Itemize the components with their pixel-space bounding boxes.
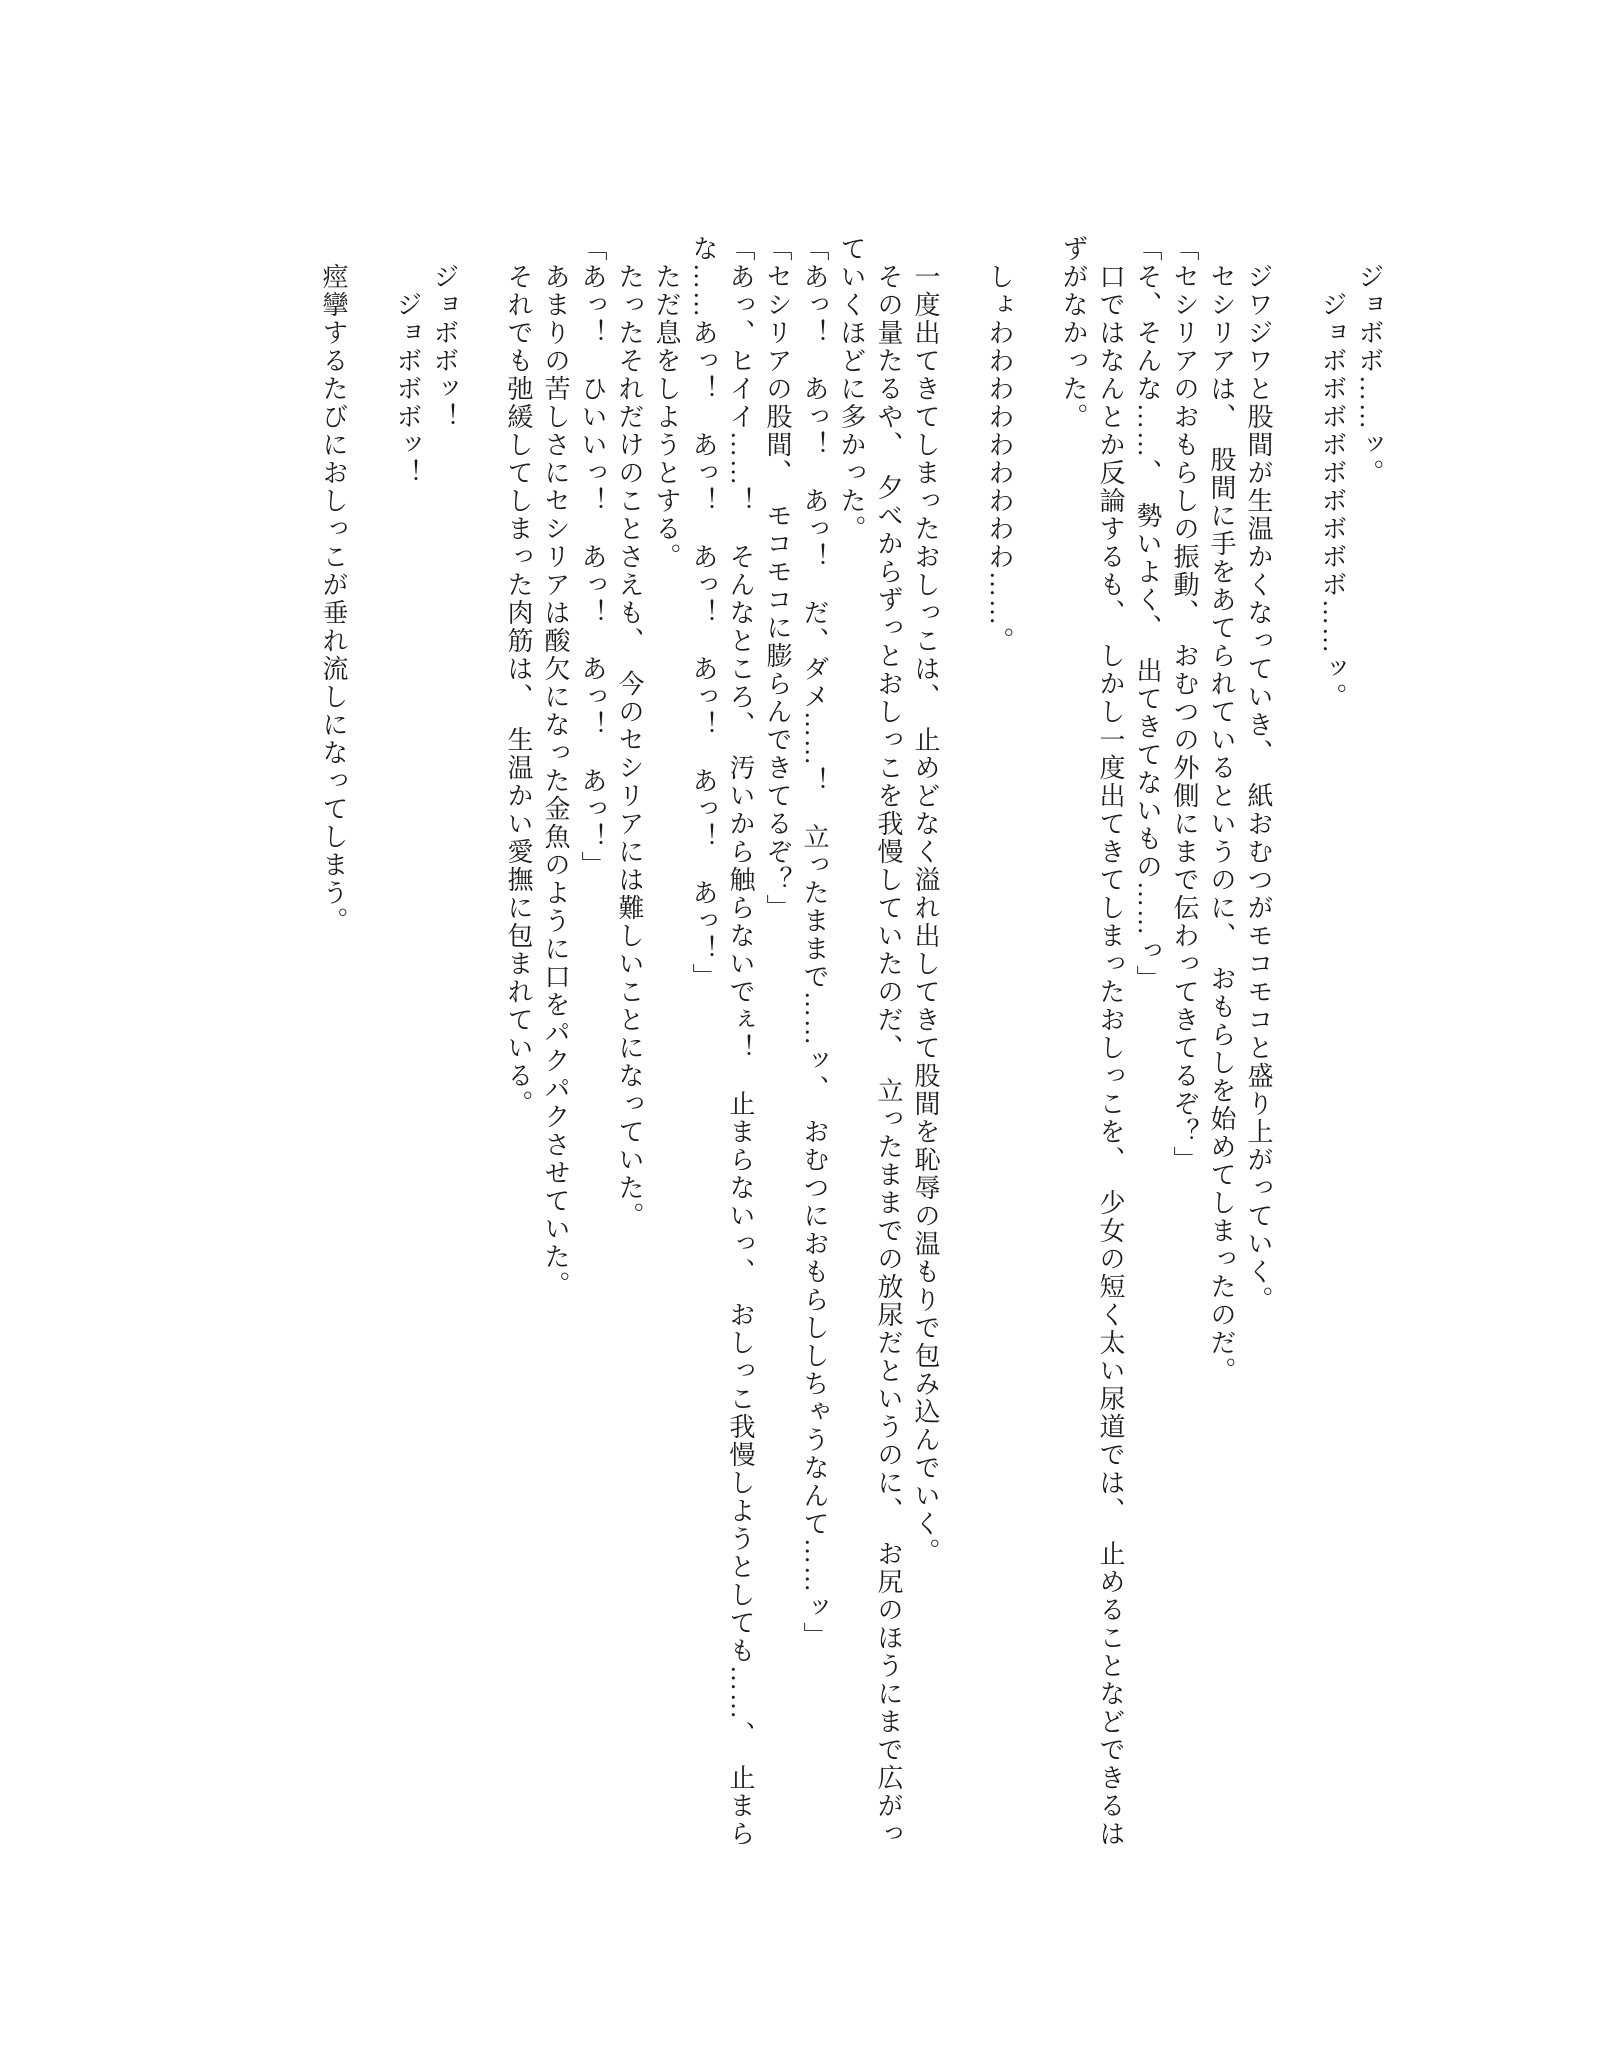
text-line: ジョボボ……ッ。 — [1355, 235, 1384, 487]
text-line: しょわわわわわわわわわ……。 — [985, 235, 1014, 655]
blank-line — [1277, 235, 1314, 1860]
text-line: 「そ、そんな……、 勢いよく、 出てきてないもの……っ」 — [1133, 235, 1162, 993]
blank-line — [944, 235, 981, 1860]
text-line: その量たるや、 夕べからずっとおしっこを我慢していたのだ、 立ったままでの放尿だというのに、 お尻のほうにまで広がっていくほどに多かった。 — [837, 235, 903, 1848]
blank-line — [463, 235, 500, 1860]
text-line: 一度出てきてしまったおしっこは、 止めどなく溢れ出してきて股間を恥辱の温もりで包み込んでいく。 — [911, 235, 940, 1566]
text-line: ただ息をしようとする。 — [652, 235, 681, 571]
text-line: それでも弛緩してしまった肉筋は、 生温かい愛撫に包まれている。 — [504, 235, 533, 1118]
text-line: あまりの苦しさにセシリアは酸欠になった金魚のように口をパクパクさせていた。 — [541, 235, 570, 1299]
text-line: 「あっ、ヒイイ……！ そんなところ、 汚いから触らないでぇ！ 止まらないっ、 おしっこ我慢しようとしても……、 止まらな……あっ！ あっ！ あっ！ あっ！ あっ！ あっ！」 — [689, 235, 755, 1848]
text-line: 「セシリアの股間、 モコモコに膨らんできてるぞ？」 — [763, 235, 792, 922]
text-line: 「セシリアのおもらしの振動、 おむつの外側にまで伝わってきてるぞ？」 — [1170, 235, 1199, 1174]
vertical-text-block — [315, 235, 1388, 1860]
text-line: ジョボボボッ！ — [393, 235, 422, 487]
text-line: 「あっ！ ひいいっ！ あっ！ あっ！ あっ！」 — [578, 235, 607, 879]
text-line: たったそれだけのことさえも、 今のセシリアには難しいことになっていた。 — [615, 235, 644, 1230]
text-line: ジョボボッ！ — [430, 235, 459, 431]
text-line: ジワジワと股間が生温かくなっていき、 紙おむつがモコモコと盛り上がっていく。 — [1244, 235, 1273, 1314]
blank-line — [352, 235, 389, 1860]
blank-line — [1018, 235, 1055, 1860]
text-line: 痙攣するたびにおしっこが垂れ流しになってしまう。 — [319, 235, 348, 935]
text-line: セシリアは、 股間に手をあてられているというのに、 おもらしを始めてしまったのだ。 — [1207, 235, 1236, 1385]
text-line: ジョボボボボボボボボボ……ッ。 — [1318, 235, 1347, 711]
text-line: 口ではなんとか反論するも、 しかし一度出てきてしまったおしっこを、 少女の短く太い尿道では、 止めることなどできるはずがなかった。 — [1059, 235, 1125, 1848]
text-line: 「あっ！ あっ！ あっ！ だ、ダメ……！ 立ったままで……ッ、 おむつにおもらししちゃうなんて……ッ」 — [800, 235, 829, 1650]
